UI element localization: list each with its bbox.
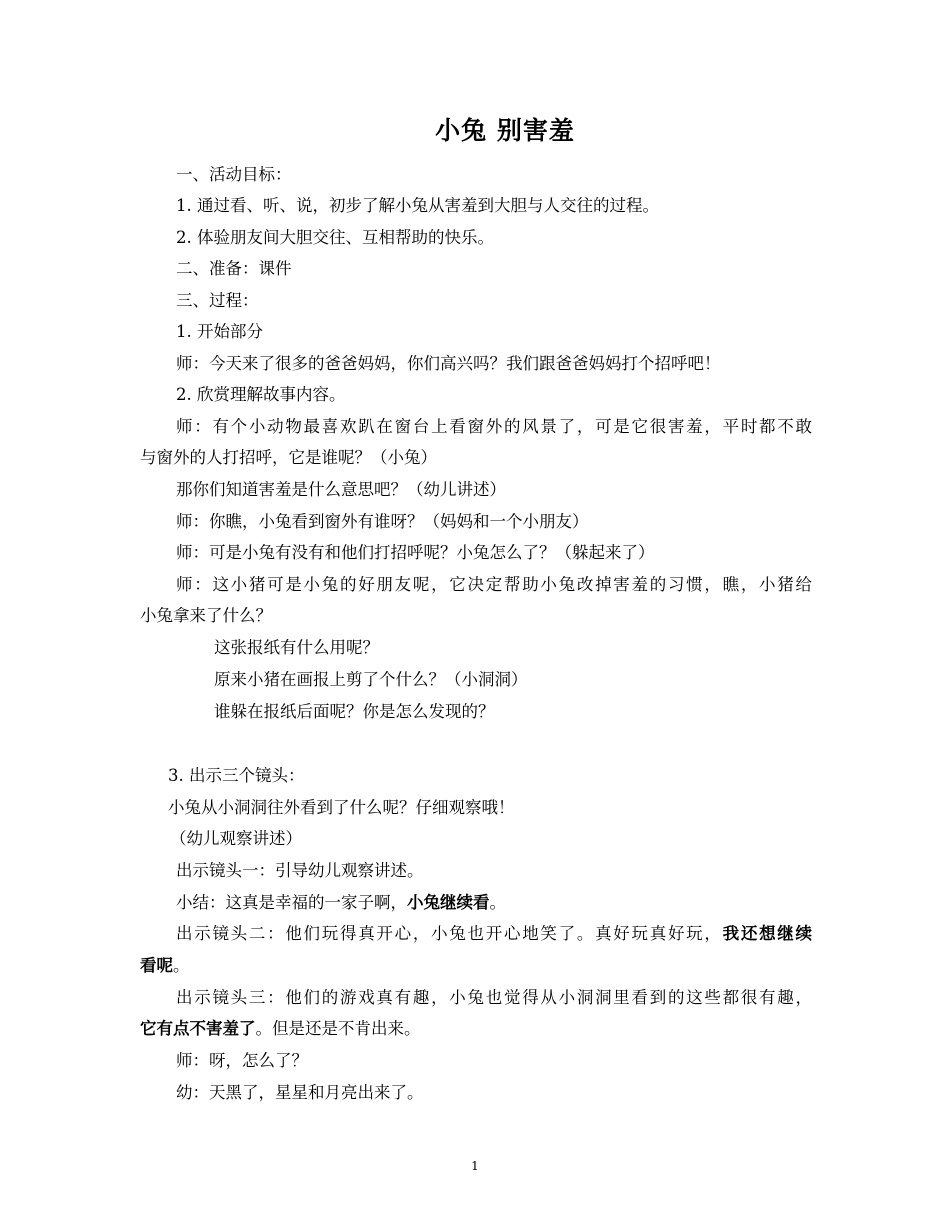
bold-text-run: 它有点不害羞了 bbox=[140, 1019, 256, 1038]
paragraph-line bbox=[176, 892, 506, 914]
paragraph-line: 出示镜头一：引导幼儿观察讲述。 bbox=[176, 861, 424, 880]
goal-item-2: 2. 体验朋友间大胆交往、互相帮助的快乐。 bbox=[176, 228, 494, 247]
paragraph-line: 师：今天来了很多的爸爸妈妈，你们高兴吗？我们跟爸爸妈妈打个招呼吧！ bbox=[176, 354, 721, 373]
bold-text-run: 看呢 bbox=[140, 956, 173, 975]
section-heading-goals: 一、活动目标： bbox=[176, 165, 292, 184]
question-line: 谁躲在报纸后面呢？你是怎么发现的？ bbox=[214, 702, 495, 721]
process-step-1: 1. 开始部分 bbox=[176, 322, 263, 341]
paragraph-line: 师：你瞧，小兔看到窗外有谁呀？（妈妈和一个小朋友） bbox=[176, 512, 589, 531]
bold-text-run: 我还想继续 bbox=[722, 924, 813, 943]
paragraph-line: 师：呀，怎么了？ bbox=[176, 1051, 308, 1070]
question-line: 原来小猪在画报上剪了个什么？（小洞洞） bbox=[214, 670, 528, 689]
paragraph-line: 师：可是小兔有没有和他们打招呼呢？小兔怎么了？（躲起来了） bbox=[176, 543, 655, 562]
text-run: 。 bbox=[489, 893, 506, 912]
text-run: 小结：这真是幸福的一家子啊， bbox=[176, 893, 407, 912]
text-run: 。但是还是不肯出来。 bbox=[255, 1019, 421, 1038]
paragraph-line: 与窗外的人打招呼，它是谁呢？（小兔） bbox=[140, 448, 437, 467]
goal-item-1: 1. 通过看、听、说，初步了解小兔从害羞到大胆与人交往的过程。 bbox=[176, 196, 659, 215]
bold-text-run: 小兔继续看 bbox=[407, 893, 490, 912]
question-line: 这张报纸有什么用呢？ bbox=[214, 638, 379, 657]
paragraph-line: 小兔从小洞洞往外看到了什么呢？仔细观察哦！ bbox=[168, 798, 515, 817]
document-title: 小兔 别害羞 bbox=[435, 116, 575, 145]
paragraph-line bbox=[140, 955, 190, 977]
section-heading-process: 三、过程： bbox=[176, 291, 259, 310]
text-run: 。 bbox=[173, 956, 190, 975]
paragraph-line: 小兔拿来了什么？ bbox=[140, 606, 272, 625]
text-run: 出示镜头二：他们玩得真开心，小兔也开心地笑了。真好玩真好玩， bbox=[176, 924, 723, 943]
paragraph-line: 那你们知道害羞是什么意思吧？（幼儿讲述） bbox=[176, 480, 506, 499]
paragraph-line: 幼：天黑了，星星和月亮出来了。 bbox=[176, 1083, 424, 1102]
paragraph-line: （幼儿观察讲述） bbox=[170, 829, 302, 848]
paragraph-line: 出示镜头三：他们的游戏真有趣，小兔也觉得从小洞洞里看到的这些都很有趣， bbox=[176, 988, 812, 1007]
process-step-2: 2. 欣赏理解故事内容。 bbox=[176, 385, 346, 404]
paragraph-line bbox=[140, 1018, 421, 1040]
paragraph-line: 师：这小猪可是小兔的好朋友呢，它决定帮助小兔改掉害羞的习惯，瞧，小猪给 bbox=[176, 575, 812, 594]
paragraph-line: 师：有个小动物最喜欢趴在窗台上看窗外的风景了，可是它很害羞，平时都不敢 bbox=[176, 417, 812, 436]
process-step-3: 3. 出示三个镜头： bbox=[168, 766, 305, 785]
paragraph-line bbox=[176, 923, 812, 945]
page-number: 1 bbox=[471, 1159, 479, 1173]
section-heading-prep: 二、准备：课件 bbox=[176, 259, 292, 278]
